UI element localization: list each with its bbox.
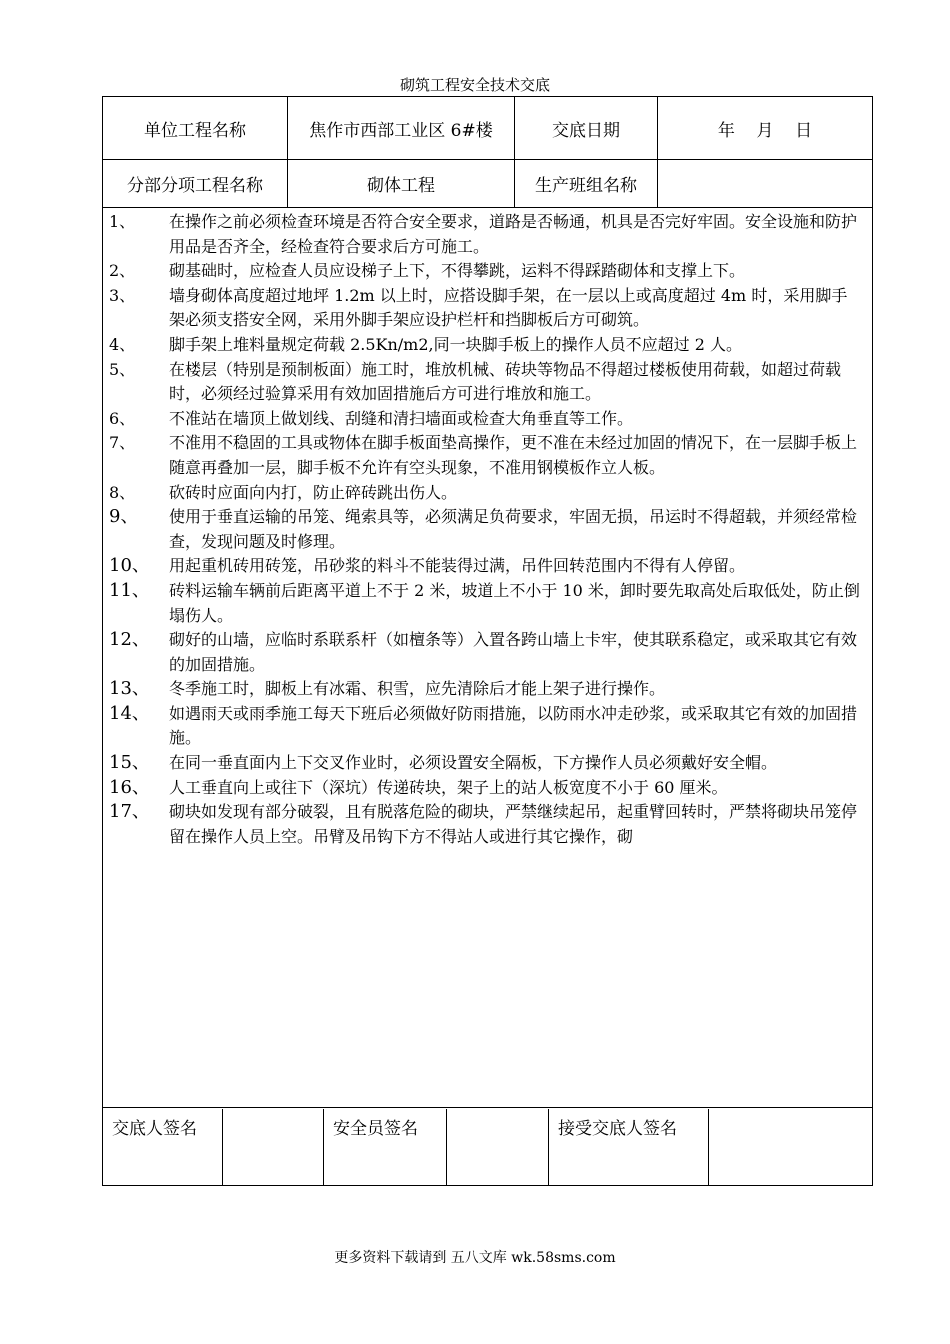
item-number: 8、 (109, 482, 136, 502)
item-number: 17、 (109, 801, 150, 823)
item-text: 不准用不稳固的工具或物体在脚手板面垫高操作，更不准在未经过加固的情况下，在一层脚手板上随意再叠加一层，脚手板不允许有空头现象，不准用钢模板作立人板。 (169, 433, 858, 477)
list-item (109, 333, 862, 358)
item-number: 15、 (109, 752, 150, 774)
date-label: 交底日期 (514, 97, 657, 159)
item-text: 砌好的山墙，应临时系联系杆（如檀条等）入置各跨山墙上卡牢，使其联系稳定，或采取其它有效的加固措施。 (169, 630, 858, 674)
item-number: 5、 (109, 359, 136, 379)
list-item (109, 481, 862, 506)
item-number: 7、 (109, 433, 136, 453)
safety-officer-signature-label: 安全员签名 (323, 1109, 446, 1185)
item-text: 砍砖时应面向内打，防止碎砖跳出伤人。 (169, 482, 458, 502)
item-text: 使用于垂直运输的吊笼、绳索具等，必须满足负荷要求，牢固无损，吊运时不得超载，并须经常检查，发现问题及时修理。 (169, 507, 858, 551)
footer-text: 更多资料下载请到 五八文库 wk.58sms.com (334, 1250, 616, 1266)
disclosure-form (102, 96, 873, 1186)
list-item (109, 358, 862, 407)
item-text: 如遇雨天或雨季施工每天下班后必须做好防雨措施，以防雨水冲走砂浆，或采取其它有效的加固措施。 (169, 703, 858, 748)
item-text: 在操作之前必须检查环境是否符合安全要求，道路是否畅通，机具是否完好牢固。安全设施和防护用品是否齐全，经检查符合要求后方可施工。 (169, 212, 858, 256)
signature-row (103, 1109, 872, 1185)
list-item (109, 677, 862, 702)
header-row-2 (103, 159, 872, 208)
item-text: 不准站在墙顶上做划线、刮缝和清扫墙面或检查大角垂直等工作。 (169, 408, 634, 428)
date-value: 年 月 日 (657, 97, 872, 159)
list-item (109, 776, 862, 801)
item-text: 在楼层（特别是预制板面）施工时，堆放机械、砖块等物品不得超过楼板使用荷载，如超过荷载时，必须经过验算采用有效加固措施后方可进行堆放和施工。 (169, 359, 842, 404)
item-text: 脚手架上堆料量规定荷载 2.5Kn/m2,同一块脚手板上的操作人员不应超过 2 人。 (169, 334, 742, 354)
team-label: 生产班组名称 (514, 159, 657, 207)
safety-items-list (103, 208, 872, 1108)
list-item (109, 259, 862, 284)
list-item (109, 407, 862, 432)
item-text: 砌基础时，应检查人员应设梯子上下，不得攀跳，运料不得踩踏砌体和支撑上下。 (169, 261, 746, 281)
item-number: 16、 (109, 776, 150, 798)
discloser-signature-field[interactable] (222, 1109, 323, 1185)
list-item (109, 284, 862, 333)
item-number: 3、 (109, 285, 136, 305)
item-text: 用起重机砖用砖笼，吊砂浆的料斗不能装得过满，吊件回转范围内不得有人停留。 (169, 556, 746, 576)
item-number: 13、 (109, 678, 150, 700)
list-item (109, 628, 862, 677)
list-item (109, 751, 862, 776)
item-number: 2、 (109, 261, 136, 281)
unit-project-value: 焦作市西部工业区 6#楼 (287, 97, 514, 159)
list-item (109, 554, 862, 579)
item-number: 6、 (109, 408, 136, 428)
list-item (109, 431, 862, 480)
list-item (109, 579, 862, 628)
item-number: 4、 (109, 334, 136, 354)
item-number: 14、 (109, 702, 150, 724)
list-item (109, 800, 862, 849)
item-number: 10、 (109, 555, 150, 577)
safety-officer-signature-field[interactable] (446, 1109, 548, 1185)
item-text: 砌块如发现有部分破裂，且有脱落危险的砌块，严禁继续起吊，起重臂回转时，严禁将砌块吊笼停留在操作人员上空。吊臂及吊钩下方不得站人或进行其它操作，砌 (169, 802, 858, 846)
list-item (109, 210, 862, 259)
item-text: 冬季施工时，脚板上有冰霜、积雪，应先清除后才能上架子进行操作。 (169, 679, 666, 699)
document-title: 砌筑工程安全技术交底 (399, 76, 550, 94)
team-value (657, 159, 872, 207)
item-number: 9、 (109, 506, 139, 528)
item-text: 墙身砌体高度超过地坪 1.2m 以上时，应搭设脚手架，在一层以上或高度超过 4m 时，采用脚手架必须支搭安全网，采用外脚手架应设护栏杆和挡脚板后方可砌筑。 (169, 285, 848, 330)
receiver-signature-field[interactable] (708, 1109, 872, 1185)
sub-project-value: 砌体工程 (287, 159, 514, 207)
item-text: 人工垂直向上或往下（深坑）传递砖块，架子上的站人板宽度不小于 60 厘米。 (169, 777, 728, 797)
sub-project-label: 分部分项工程名称 (127, 175, 263, 196)
discloser-signature-label: 交底人签名 (112, 1119, 197, 1139)
header-row-1 (103, 97, 872, 160)
item-text: 在同一垂直面内上下交叉作业时，必须设置安全隔板，下方操作人员必须戴好安全帽。 (169, 753, 778, 773)
item-number: 11、 (109, 579, 150, 601)
unit-project-label: 单位工程名称 (144, 120, 246, 141)
list-item (109, 702, 862, 751)
list-item (109, 505, 862, 554)
receiver-signature-label: 接受交底人签名 (548, 1109, 708, 1185)
item-number: 1、 (109, 212, 136, 231)
item-number: 12、 (109, 629, 150, 651)
item-text: 砖料运输车辆前后距离平道上不于 2 米，坡道上不小于 10 米，卸时要先取高处后取低处，防止倒塌伤人。 (169, 580, 860, 625)
